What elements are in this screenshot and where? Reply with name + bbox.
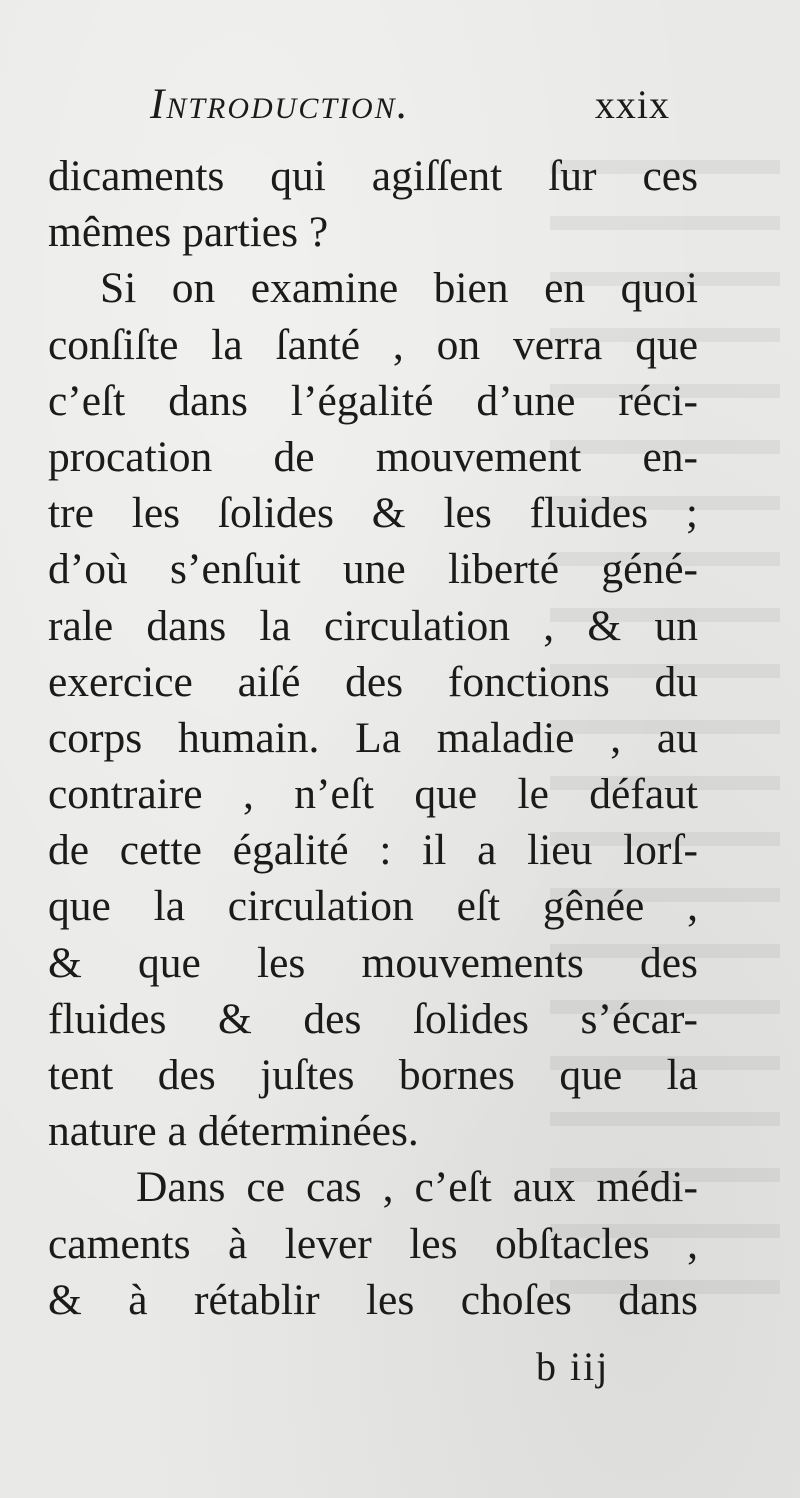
text-line: contraire , n’eſt que le défaut [48, 770, 698, 819]
text-line: tent des juſtes bornes que la [48, 1051, 698, 1099]
text-line: que la circulation eſt gênée , [48, 882, 698, 931]
page-header [150, 78, 670, 138]
text-line: mêmes parties ? [48, 208, 329, 257]
page-number: xxix [594, 82, 670, 127]
text-line: Dans ce cas , c’eſt aux médi- [136, 1163, 698, 1212]
text-line: tre les ſolides & les fluides ; [48, 489, 698, 538]
text-line: Si on examine bien en quoi [100, 264, 698, 313]
text-line: & à rétablir les choſes dans [48, 1275, 698, 1324]
text-line: dicaments qui agiſſent ſur ces [48, 152, 698, 200]
running-title: Introduction. [150, 81, 410, 128]
text-line: procation de mouvement en- [48, 432, 698, 481]
text-line: & que les mouvements des [48, 938, 698, 987]
text-line: conſiſte la ſanté , on verra que [48, 320, 698, 369]
text-line: exercice aiſé des fonctions du [48, 657, 698, 706]
text-line: d’où s’enſuit une liberté géné- [48, 545, 698, 594]
body-text [48, 148, 698, 1328]
text-line: fluides & des ſolides s’écar- [48, 994, 698, 1043]
text-line: rale dans la circulation , & un [48, 601, 698, 650]
signature-mark: b iij [536, 1344, 610, 1389]
text-line: caments à lever les obſtacles , [48, 1219, 698, 1268]
text-line: corps humain. La maladie , au [48, 713, 698, 762]
text-line: c’eſt dans l’égalité d’une réci- [48, 376, 698, 425]
text-line: de cette égalité : il a lieu lorſ- [48, 826, 698, 875]
text-line: nature a déterminées. [48, 1107, 419, 1156]
